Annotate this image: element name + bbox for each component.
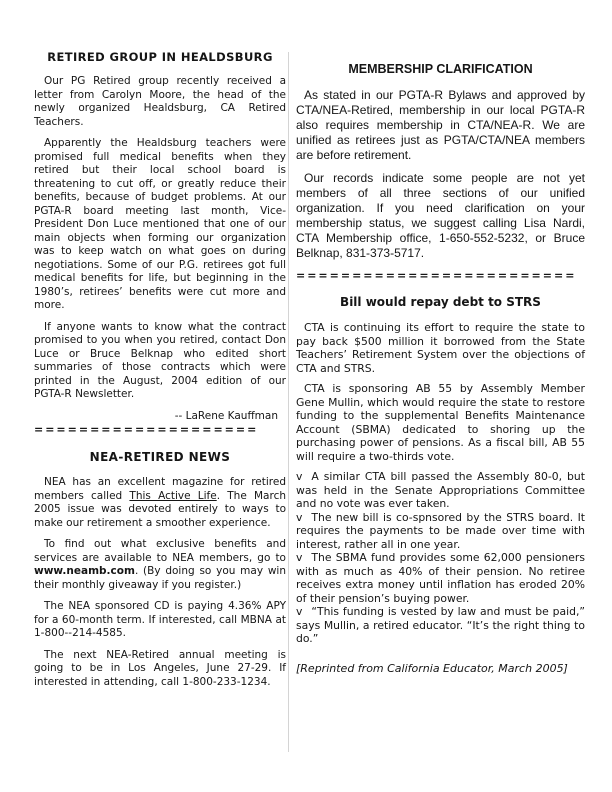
bullet-text: “This funding is vested by law and must be paid,” says Mullin, a retired educator. “It’s the right thing to do.” [296,605,585,645]
paragraph-membership-records: Our records indicate some people are not yet members of all three sections of our unified organization. If you need clarification on your membership status, we suggest calling Lisa Nardi, CTA Membership office, 1-650-552-5232, or Bruce Belknap, 831-373-5717. [296,171,585,260]
paragraph-bylaws-membership: As stated in our PGTA-R Bylaws and approved by CTA/NEA-Retired, membership in our local PGTA-R also requires membership in CTA/NEA-R. We are unified as retirees just as PGTA/CTA/NEA members are before retirement. [296,88,585,162]
bullet-marker: v [296,605,303,618]
bullet-item-mullin-quote [296,605,585,646]
neamb-website-text: www.neamb.com [34,565,135,577]
paragraph-healdsburg-benefits: Apparently the Healdsburg teachers were promised full medical benefits when they retired but their local school board is threatening to cut off, or greatly reduce their benefits, because of budget problems. At our PGTA-R board meeting last month, Vice-President Don Luce mentioned that one of our main objects when forming our organization was to keep watch on what goes on during negotiations. Some of our P.G. retirees got full medical benefits for life, but beginning in the 1980’s, retirees’ benefits were cut more and more. [34,137,286,311]
section-heading-nea-retired-news: NEA-RETIRED NEWS [89,450,231,464]
paragraph-carolyn-moore: Our PG Retired group recently received a letter from Carolyn Moore, the head of the newly organized Healdsburg, CA Retired Teachers. [34,75,286,128]
column-divider-line [288,52,289,752]
text-run: To find out what exclusive benefits and services are available to NEA members, go to [34,538,286,564]
right-column [296,62,585,675]
paragraph-nea-magazine [34,476,286,530]
section-heading-retired-group: RETIRED GROUP IN HEALDSBURG [47,50,273,64]
bullet-marker: v [296,470,303,483]
bullet-text: The SBMA fund provides some 62,000 pensioners with as much as 40% of their pension. No retiree receives extra money until inflation has eroded 20% of their pension’s buying power. [296,551,585,605]
section-heading-bill-strs: Bill would repay debt to STRS [340,295,541,309]
paragraph-nea-benefits [34,538,286,592]
paragraph-nea-cd-rate: The NEA sponsored CD is paying 4.36% APY for a 60-month term. If interested, call MBNA at 1-800--214-4585. [34,600,286,639]
bullet-marker: v [296,551,303,564]
bullet-item-sbma-fund [296,551,585,605]
paragraph-cta-effort: CTA is continuing its effort to require the state to pay back $500 million it borrowed from the State Teachers’ Retirement System over the objections of CTA and STRS. [296,321,585,375]
bullet-marker: v [296,510,303,524]
section-separator: ========================= [296,269,577,282]
author-attribution: -- LaRene Kauffman [174,409,278,422]
paragraph-annual-meeting: The next NEA-Retired annual meeting is going to be in Los Angeles, June 27-29. If interested in attending, call 1-800-233-1234. [34,648,286,688]
text-run: NEA has an excellent magazine for retired members called [34,476,286,502]
bullet-text: The new bill is co-spnsored by the STRS board. It requires the payments to be made over time with interest, rather all in one year. [296,510,585,551]
bullet-item-cosponsored [296,511,585,552]
paragraph-contract-contacts: If anyone wants to know what the contract promised to you when you retired, contact Don Luce or Bruce Belknap who edited short summaries of those contracts which were printed in the August, 2004 edition of our PGTA-R Newsletter. [34,320,286,400]
section-separator: ==================== [34,423,259,436]
paragraph-ab55-sponsor: CTA is sponsoring AB 55 by Assembly Member Gene Mullin, which would require the state to restore funding to the supplemental Benefits Maintenance Account (SBMA) dedicated to shoring up the purchasing power of pensions. As a fiscal bill, AB 55 will require a two-thirds vote. [296,382,585,463]
reprint-credit: [Reprinted from California Educator, March 2005] [296,661,568,675]
section-heading-membership-clarification: MEMBERSHIP CLARIFICATION [348,62,533,76]
bullet-text: A similar CTA bill passed the Assembly 80-0, but was held in the Senate Appropriations Committee and no vote was ever taken. [296,470,585,510]
bullet-item-similar-bill [296,470,585,511]
text-run: . The March 2005 issue was devoted entirely to ways to make our retirement a smoother experience. [34,489,286,529]
underlined-magazine-title: This Active Life [129,489,217,502]
text-run: . (By doing so you may win their monthly giveaway if you register.) [34,565,286,591]
left-column [34,50,286,697]
